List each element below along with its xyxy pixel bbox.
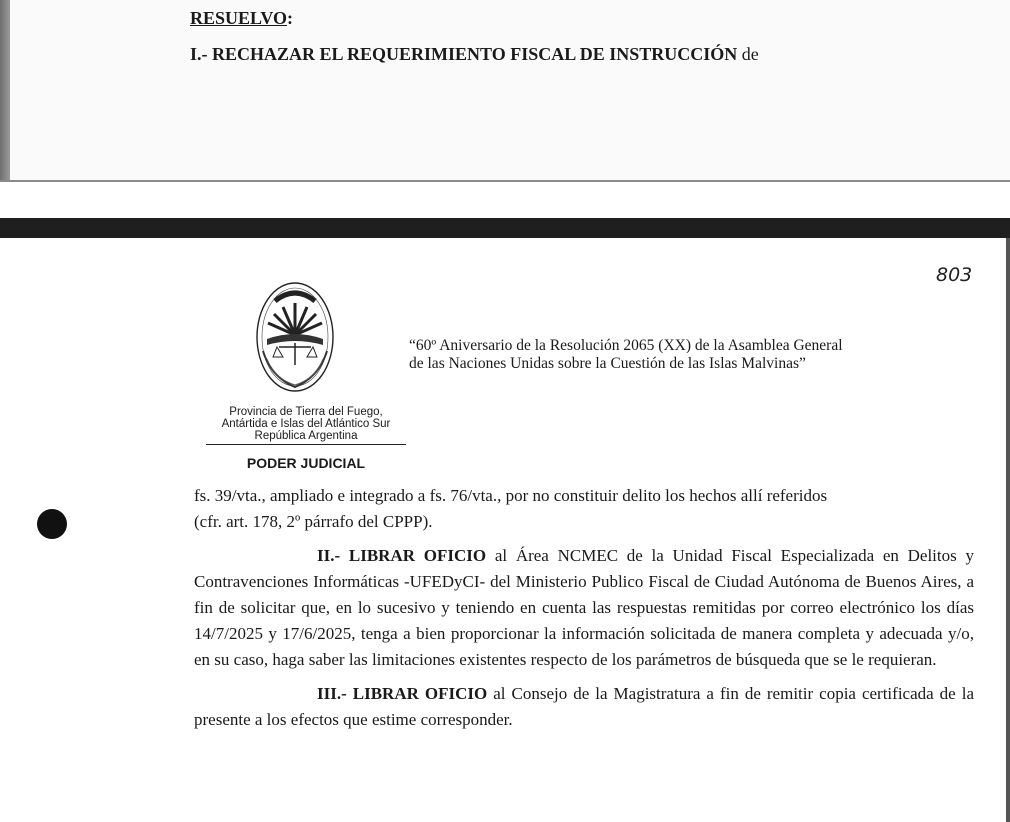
punch-hole xyxy=(37,509,67,539)
resolution-body xyxy=(194,483,974,733)
paragraph-heading: III.- LIBRAR OFICIO xyxy=(317,684,488,703)
paragraph-heading: II.- LIBRAR OFICIO xyxy=(317,546,487,565)
previous-page-fragment xyxy=(0,0,1010,182)
scanner-dark-band xyxy=(0,218,1010,238)
province-line: Antártida e Islas del Atlántico Sur xyxy=(221,418,391,430)
resolution-item-1: I.- RECHAZAR EL REQUERIMIENTO FISCAL DE INSTRUCCIÓN de xyxy=(190,44,759,64)
page-right-edge xyxy=(1006,238,1010,822)
page-gap xyxy=(0,182,1010,218)
caption-rule xyxy=(206,444,406,445)
commemorative-header xyxy=(409,337,969,373)
page-edge-shadow xyxy=(0,0,10,180)
province-line: República Argentina xyxy=(254,430,358,442)
paragraph-text: (cfr. art. 178, 2º párrafo del CPPP). xyxy=(194,512,433,531)
paragraph-iii xyxy=(194,681,974,733)
resuelvo-heading: RESUELVO: xyxy=(190,8,294,28)
paragraph-ii xyxy=(194,543,974,673)
poder-judicial-label: PODER JUDICIAL xyxy=(246,455,366,471)
province-caption xyxy=(200,406,412,445)
paragraph-text: al Consejo de la Magistratura a fin de remitir copia certificada de la presente a los efectos que estime corresponder. xyxy=(194,684,974,729)
paragraph-continuation xyxy=(194,483,974,535)
paragraph-text: al Área NCMEC de la Unidad Fiscal Especializada en Delitos y Contravenciones Informáticas -UFEDyCI- del Ministerio Publico Fiscal de Ciudad Autónoma de Buenos Aires, a fin de solicitar que, en lo sucesivo y teniendo en cuenta las respuestas remitidas por correo electrónico los días 14/7/2025 y 17/6/2025, tenga a bien proporcionar la información solicitada de manera completa y adecuada y/o, en su caso, haga saber las limitaciones existentes respecto de los parámetros de búsqueda que se le requieran. xyxy=(194,546,974,669)
judicial-seal-icon xyxy=(253,281,337,405)
province-line: Provincia de Tierra del Fuego, xyxy=(229,406,383,418)
header-quote-line: “60º Aniversario de la Resolución 2065 (XX) de la Asamblea General xyxy=(409,337,843,354)
header-quote-line: de las Naciones Unidas sobre la Cuestión de las Islas Malvinas” xyxy=(409,355,806,372)
handwritten-page-number: 803 xyxy=(936,264,973,286)
paragraph-text: fs. 39/vta., ampliado e integrado a fs. 76/vta., por no constituir delito los hechos allí referidos xyxy=(194,486,828,505)
